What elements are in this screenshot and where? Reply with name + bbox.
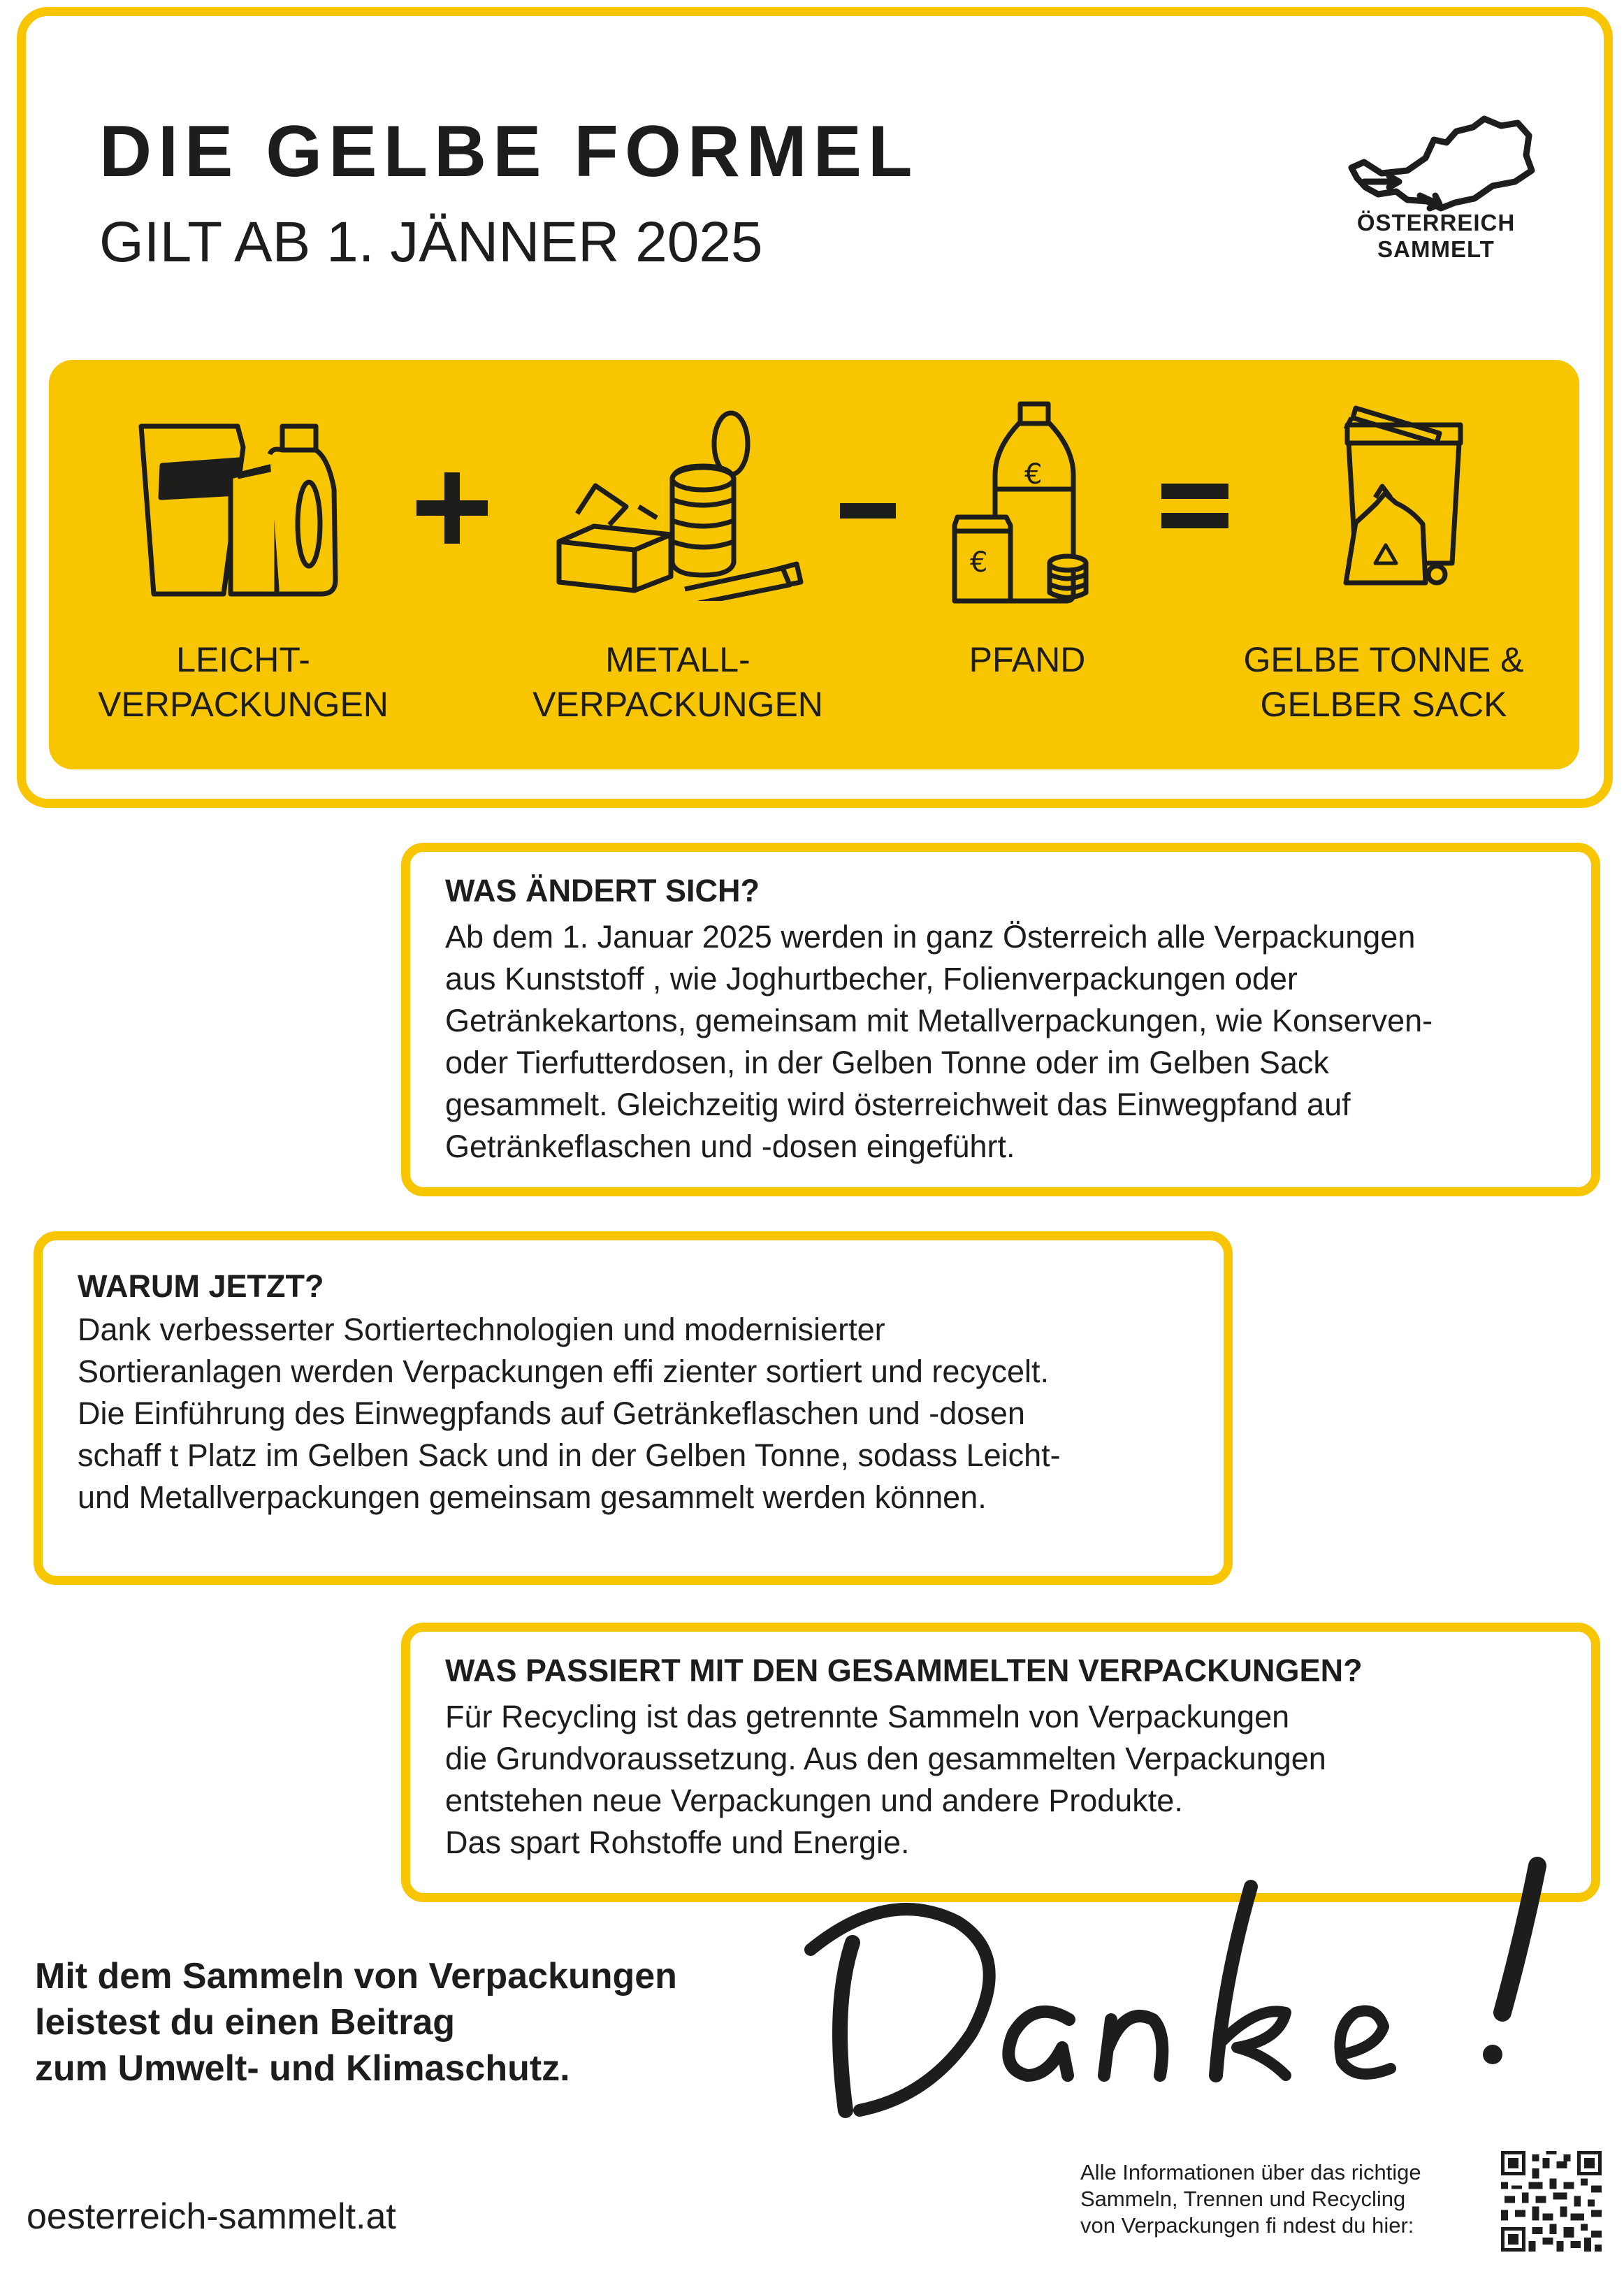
section-title: WAS PASSIERT MIT DEN GESAMMELTEN VERPACKUNGEN?	[445, 1653, 1363, 1688]
equals-operator-icon	[1160, 479, 1230, 532]
info-box-what-changes	[401, 843, 1600, 1196]
body-line: die Grundvoraussetzung. Aus den gesammelten Verpackungen	[445, 1741, 1326, 1776]
section-body	[445, 916, 1433, 1168]
danke-handwritten-signature	[804, 1845, 1579, 2145]
label-line: GELBER SACK	[1260, 685, 1507, 724]
section-body	[445, 1696, 1326, 1864]
section-title: WARUM JETZT?	[78, 1268, 324, 1304]
yellow-bin-bag-icon	[1293, 391, 1474, 601]
metal-packaging-icon	[552, 402, 804, 601]
body-line: Getränkeflaschen und -dosen eingeführt.	[445, 1129, 1015, 1164]
body-line: Ab dem 1. Januar 2025 werden in ganz Österreich alle Verpackungen	[445, 919, 1416, 955]
logo-text-line2: SAMMELT	[1377, 236, 1495, 262]
body-line: oder Tierfutterdosen, in der Gelben Tonne oder im Gelben Sack	[445, 1045, 1329, 1080]
logo-text	[1321, 210, 1551, 263]
body-line: schaff t Platz im Gelben Sack und in der Gelben Tonne, sodass Leicht-	[78, 1437, 1061, 1473]
formula-label-light-packaging	[89, 637, 397, 727]
info-note	[1080, 2159, 1421, 2239]
body-line: aus Kunststoff , wie Joghurtbecher, Folienverpackungen oder	[445, 961, 1298, 996]
formula-label-deposit	[908, 637, 1146, 682]
page-subtitle: GILT AB 1. JÄNNER 2025	[99, 210, 763, 274]
info-box-why-now	[34, 1231, 1233, 1585]
info-line: von Verpackungen fi ndest du hier:	[1080, 2213, 1414, 2238]
page-title: DIE GELBE FORMEL	[99, 111, 919, 192]
body-line: Dank verbesserter Sortiertechnologien und modernisierter	[78, 1312, 885, 1347]
label-line: LEICHT-	[176, 640, 310, 679]
body-line: Sortieranlagen werden Verpackungen effi zienter sortiert und recycelt.	[78, 1354, 1049, 1389]
body-line: Getränkekartons, gemeinsam mit Metallverpackungen, wie Konserven-	[445, 1003, 1433, 1038]
logo-text-line1: ÖSTERREICH	[1356, 210, 1516, 235]
formula-label-yellow-bin-bag	[1216, 637, 1551, 727]
section-title: WAS ÄNDERT SICH?	[445, 873, 760, 908]
cta-line: leistest du einen Beitrag	[35, 2002, 456, 2043]
info-line: Sammeln, Trennen und Recycling	[1080, 2187, 1406, 2211]
label-line: VERPACKUNGEN	[98, 685, 389, 724]
body-line: und Metallverpackungen gemeinsam gesammelt werden können.	[78, 1479, 987, 1515]
label-line: VERPACKUNGEN	[532, 685, 823, 724]
plus-operator-icon	[414, 470, 491, 546]
section-body	[78, 1309, 1061, 1518]
body-line: Für Recycling ist das getrennte Sammeln von Verpackungen	[445, 1699, 1290, 1734]
svg-text:€: €	[1024, 458, 1043, 491]
label-line: METALL-	[605, 640, 751, 679]
cta-line: zum Umwelt- und Klimaschutz.	[35, 2048, 570, 2089]
label-line: GELBE TONNE &	[1243, 640, 1524, 679]
body-line: entstehen neue Verpackungen und andere Produkte.	[445, 1783, 1183, 1818]
deposit-bottle-can-icon	[950, 398, 1104, 608]
body-line: Das spart Rohstoffe und Energie.	[445, 1825, 910, 1860]
call-to-action	[35, 1953, 677, 2092]
minus-operator-icon	[839, 498, 897, 523]
qr-code-icon[interactable]	[1501, 2151, 1602, 2252]
formula-label-metal-packaging	[524, 637, 832, 727]
info-line: Alle Informationen über das richtige	[1080, 2160, 1421, 2184]
svg-text:€: €	[970, 546, 988, 579]
body-line: gesammelt. Gleichzeitig wird österreichweit das Einwegpfand auf	[445, 1087, 1351, 1122]
website-url-link[interactable]: oesterreich-sammelt.at	[27, 2196, 396, 2237]
label-line: PFAND	[969, 640, 1086, 679]
light-packaging-icon	[133, 419, 342, 601]
cta-line: Mit dem Sammeln von Verpackungen	[35, 1956, 677, 1996]
body-line: Die Einführung des Einwegpfands auf Getränkeflaschen und -dosen	[78, 1396, 1025, 1431]
